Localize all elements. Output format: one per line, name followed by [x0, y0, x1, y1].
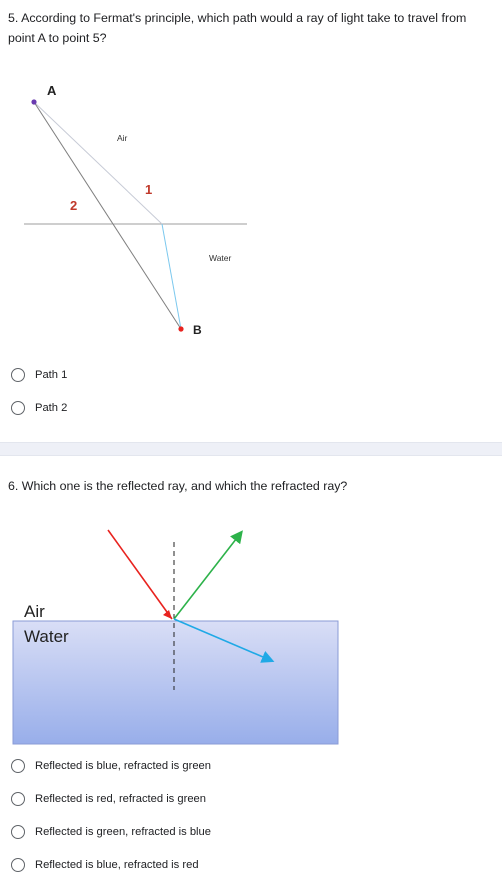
point-a-label: A — [47, 83, 57, 98]
radio-button[interactable] — [11, 858, 25, 872]
path-1-air-segment — [34, 102, 162, 224]
path-1-water-segment — [162, 224, 181, 329]
question-divider — [0, 442, 502, 456]
question-6-text: 6. Which one is the reflected ray, and which the refracted ray? — [8, 479, 348, 493]
path-2-label: 2 — [70, 198, 78, 213]
q6-option-1[interactable] — [11, 756, 211, 776]
point-a-dot — [31, 99, 36, 104]
q6-option-3[interactable] — [11, 822, 211, 842]
air-label: Air — [24, 602, 45, 621]
water-label: Water — [24, 627, 69, 646]
fermat-path-diagram — [0, 70, 260, 350]
point-b-dot — [178, 326, 183, 331]
incident-ray — [108, 530, 172, 619]
reflected-ray — [174, 534, 240, 619]
option-label: Reflected is blue, refracted is red — [35, 859, 199, 871]
q5-option-path-1[interactable] — [11, 365, 67, 385]
air-label: Air — [117, 133, 128, 143]
incident-arrowhead — [163, 610, 172, 619]
option-label: Reflected is blue, refracted is green — [35, 760, 211, 772]
path-1-label: 1 — [145, 182, 153, 197]
radio-button[interactable] — [11, 759, 25, 773]
radio-button[interactable] — [11, 401, 25, 415]
q5-option-path-2[interactable] — [11, 398, 67, 418]
path-2-line — [34, 102, 181, 329]
option-label: Path 2 — [35, 402, 68, 414]
radio-button[interactable] — [11, 825, 25, 839]
option-label: Path 1 — [35, 369, 68, 381]
reflection-refraction-diagram — [0, 520, 350, 750]
q6-option-4[interactable] — [11, 855, 199, 875]
question-5-text: 5. According to Fermat's principle, which path would a ray of light take to travel from point A to point 5? — [8, 11, 467, 45]
option-label: Reflected is red, refracted is green — [35, 793, 207, 805]
q6-option-2[interactable] — [11, 789, 206, 809]
point-b-label: B — [193, 323, 202, 337]
water-label: Water — [209, 253, 232, 263]
option-label: Reflected is green, refracted is blue — [35, 826, 211, 838]
radio-button[interactable] — [11, 792, 25, 806]
radio-button[interactable] — [11, 368, 25, 382]
